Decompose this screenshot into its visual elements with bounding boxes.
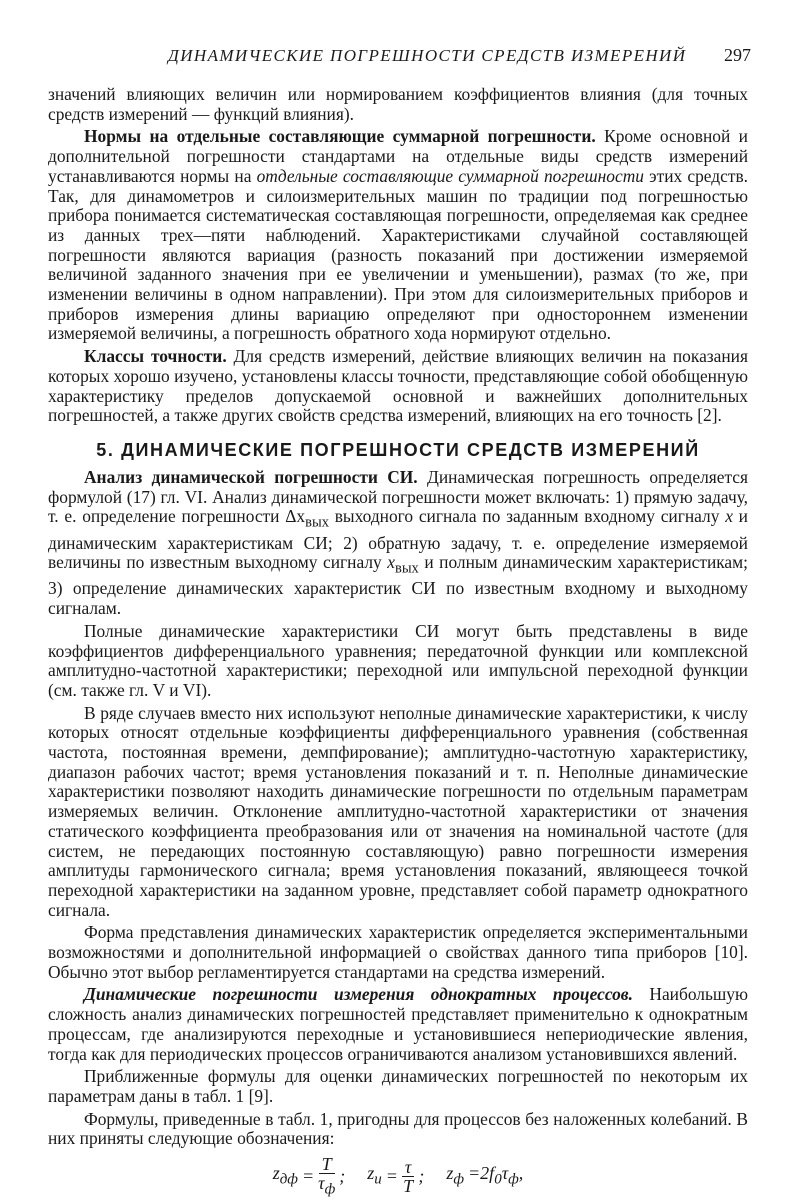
page-body xyxy=(48,85,748,1199)
fraction: $\frac{\tau}{T}$ xyxy=(403,1157,414,1197)
fraction: $\frac{T}{\tau_ф}$ xyxy=(318,1154,336,1198)
section-title: 5. ДИНАМИЧЕСКИЕ ПОГРЕШНОСТИ СРЕДСТВ ИЗМЕРЕНИЙ xyxy=(96,439,700,460)
paragraph: значений влияющих величин или нормированием коэффициентов влияния (для точных средств измерений — функций влияния). xyxy=(48,84,748,124)
paragraph: В ряде случаев вместо них используют неполные динамические характеристики, к числу которых относят отдельные коэффициенты дифференциального уравнения (собственная частота, постоянная времени, демпфирование); амплитудно-частотную характеристику, диапазон рабочих частот; время установления показаний и т. п. Неполные динамические характеристики позволяют находить динамические погрешности по отдельным параметрам измеряемых величин. Отклонение амплитудно-частотной характеристики от значения статического коэффициента преобразования или от значения на номинальной частоте (для систем, не передающих постоянную составляющую) равно погрешности измерения амплитуды гармонического сигнала; время установления показаний, являющееся точкой переходной характеристики на заданном уровне, представляет собой параметр однократного сигнала. xyxy=(48,702,748,920)
paragraph: Анализ динамической погрешности СИ. Динамическая погрешность определяется формулой (17) гл. VI. Анализ динамической погрешности может включать: 1) прямую задачу, т. е. определение погрешности $\Delta x_{вых}$ выходного сигнала по заданным входному сигналу x и динамическим характеристикам СИ; 2) обратную задачу, т. е. определение измеряемой величины по известным выходному сигналу $x_{вых}$ и полным динамическим характеристикам; 3) определение динамических характеристик СИ по известным входному и выходному сигналам. xyxy=(48,466,748,619)
paragraph: Форма представления динамических характеристик определяется экспериментальными возможностями и дополнительной информацией о свойствах данного типа приборов [10]. Обычно этот выбор регламентируется стандартами на средства измерений. xyxy=(48,922,748,982)
paragraph-heading: Нормы на отдельные составляющие суммарной погрешности. xyxy=(84,126,596,147)
emphasis: отдельные составляющие суммарной погрешности xyxy=(256,165,644,186)
paragraph: Динамические погрешности измерения однократных процессов. Наибольшую сложность анализ динамических погрешностей представляет применительно к однократным процессам, где анализируются переходные и установившиеся непериодические явления, тогда как для периодических процессов ограничиваются анализом установившихся явлений. xyxy=(48,984,748,1064)
formula-z-i: $z_и$ = $\frac{\tau}{T}$ ; xyxy=(367,1157,425,1197)
paragraph: Классы точности. Для средств измерений, действие влияющих величин на показания которых хорошо изучено, установлены классы точности, представляющие собой обобщенную характеристику пределов допускаемой основной и важнейших дополнительных погрешностей, а также других свойств средства измерений, влияющих на его точность [2]. xyxy=(48,346,748,426)
header-title: ДИНАМИЧЕСКИЕ ПОГРЕШНОСТИ СРЕДСТВ ИЗМЕРЕНИЙ xyxy=(168,46,687,65)
paragraph: Приближенные формулы для оценки динамических погрешностей по некоторым их параметрам даны в табл. 1 [9]. xyxy=(48,1066,748,1106)
formula-block xyxy=(48,1155,748,1199)
paragraph: Полные динамические характеристики СИ могут быть представлены в виде коэффициентов дифференциального уравнения; передаточной функции или комплексной амплитудно-частотной характеристики; переходной или импульсной переходной функции (см. также гл. V и VI). xyxy=(48,620,748,700)
paragraph: Нормы на отдельные составляющие суммарной погрешности. Кроме основной и дополнительной погрешности стандартами на отдельные виды средств измерений устанавливаются нормы на отдельные составляющие суммарной погрешности этих средств. Так, для динамометров и силоизмерительных машин по традиции под погрешностью прибора понимается систематическая составляющая погрешности, определяемая как среднее из данных трех—пяти наблюдений. Характеристиками случайной составляющей погрешности являются вариация (разность показаний при достижении измеряемой величиной заданного значения при ее увеличении и уменьшении), размах (то же, при изменении величины в одном направлении). При этом для силоизмерительных приборов и приборов измерения длины вариацию определяют при одностороннем изменении измеряемой величины, а погрешность обратного хода нормируют отдельно. xyxy=(48,126,749,344)
paragraph-heading: Классы точности. xyxy=(84,346,227,367)
paragraph-heading: Динамические погрешности измерения однократных процессов. xyxy=(84,984,633,1005)
paragraph-heading: Анализ динамической погрешности СИ. xyxy=(84,466,418,487)
page-number: 297 xyxy=(724,45,751,65)
formula-z-f: $z_ф$ $=2f_0\tau_ф$, xyxy=(446,1162,524,1188)
paragraph: Формулы, приведенные в табл. 1, пригодны для процессов без наложенных колебаний. В них приняты следующие обозначения: xyxy=(48,1108,748,1149)
formula-z-df: $z_{дф}$ = $\frac{T}{\tau_ф}$ ; xyxy=(272,1154,346,1198)
